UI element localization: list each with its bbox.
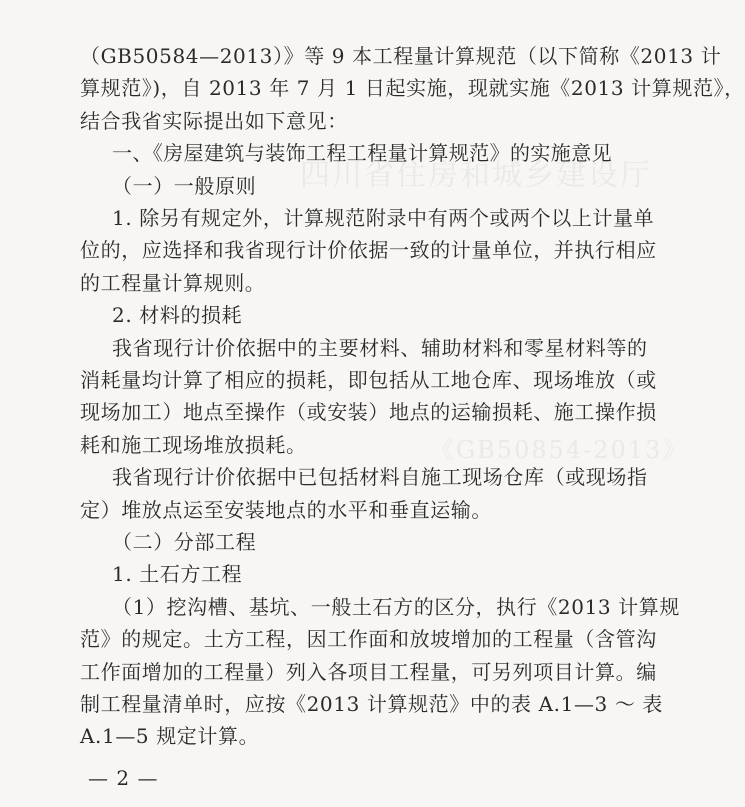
paragraph-line: 结合我省实际提出如下意见： <box>80 108 348 133</box>
paragraph-line: （GB50584—2013）》等 9 本工程量计算规范（以下简称《2013 计 <box>80 44 722 68</box>
item-heading: 1. 土石方工程 <box>112 562 243 587</box>
item-heading: 2. 材料的损耗 <box>112 303 243 328</box>
paragraph-line: 现场加工）地点至操作（或安装）地点的运输损耗、施工操作损 <box>80 400 657 425</box>
bleed-through-watermark: 四川省住房和城乡建设厅 <box>300 158 652 193</box>
paragraph-line: 定）堆放点运至安装地点的水平和垂直运输。 <box>80 497 492 522</box>
paragraph-line: 位的，应选择和我省现行计价依据一致的计量单位，并执行相应 <box>80 238 657 263</box>
paragraph-line: （1）挖沟槽、基坑、一般土石方的区分，执行《2013 计算规 <box>112 594 680 619</box>
paragraph-line: 1. 除另有规定外，计算规范附录中有两个或两个以上计量单 <box>112 206 655 230</box>
paragraph-line: A.1—5 规定计算。 <box>80 724 260 749</box>
paragraph-line: 耗和施工现场堆放损耗。 <box>80 432 307 457</box>
paragraph-line: 的工程量计算规则。 <box>80 270 266 295</box>
paragraph-line: 工作面增加的工程量）列入各项目工程量，可另列项目计算。编 <box>80 659 657 684</box>
paragraph-line: 消耗量均计算了相应的损耗，即包括从工地仓库、现场堆放（或 <box>80 368 657 392</box>
subsection-heading: （二）分部工程 <box>112 530 257 554</box>
page-number: — 2 — <box>88 766 159 790</box>
paragraph-line: 范》的规定。土方工程，因工作面和放坡增加的工程量（含管沟 <box>80 627 657 652</box>
paragraph-line: 算规范》)，自 2013 年 7 月 1 日起实施，现就实施《2013 计算规范》， <box>80 76 745 101</box>
bleed-through-watermark: 《GB50854-2013》 <box>430 436 689 464</box>
paragraph-line: 制工程量清单时，应按《2013 计算规范》中的表 A.1—3 ～ 表 <box>80 692 663 716</box>
subsection-heading: （一）一般原则 <box>112 173 257 198</box>
paragraph-line: 我省现行计价依据中的主要材料、辅助材料和零星材料等的 <box>112 335 648 360</box>
paragraph-line: 我省现行计价依据中已包括材料自施工现场仓库（或现场指 <box>112 465 648 490</box>
section-heading: 一、《房屋建筑与装饰工程工程量计算规范》的实施意见 <box>112 141 612 166</box>
